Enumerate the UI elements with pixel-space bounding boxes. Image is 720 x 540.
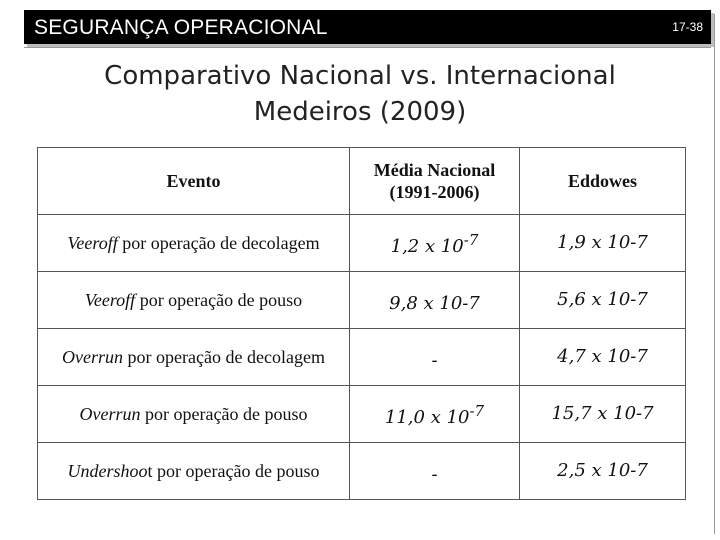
media-exponent: -7: [469, 401, 485, 420]
header-eddowes: Eddowes: [520, 148, 686, 215]
media-exponent: -7: [463, 230, 479, 249]
table-row: [38, 215, 686, 272]
eddowes-cell: 1,9 x 10-7: [520, 215, 686, 272]
event-desc: por operação de decolagem: [123, 347, 325, 367]
slide-title-line2: Medeiros (2009): [253, 97, 467, 127]
table-row: [38, 272, 686, 329]
slide-title-line1: Comparativo Nacional vs. Internacional: [104, 61, 616, 91]
media-value: 11,0 x 10: [384, 406, 470, 428]
slide-title: [60, 58, 660, 130]
event-desc: por operação de decolagem: [117, 233, 320, 253]
header-evento: Evento: [38, 148, 350, 215]
event-cell: [38, 215, 350, 272]
header-media-line2: (1991-2006): [389, 182, 480, 202]
media-cell: [350, 329, 520, 386]
event-desc: t por operação de pouso: [147, 461, 320, 481]
header-bar: [24, 10, 711, 44]
header-media-line1: Média Nacional: [373, 160, 496, 180]
event-term: Veeroff: [84, 290, 136, 310]
table-row: [38, 386, 686, 443]
media-cell: [350, 272, 520, 329]
right-divider: [714, 14, 715, 534]
header-media-nacional: [350, 148, 520, 215]
event-term: Undershoo: [67, 461, 148, 481]
media-value: 9,8 x 10-7: [389, 292, 480, 314]
media-value: 1,2 x 10: [390, 235, 464, 257]
event-cell: [38, 272, 350, 329]
table-row: [38, 443, 686, 500]
media-cell: [350, 443, 520, 500]
media-cell: [350, 215, 520, 272]
event-cell: [38, 329, 350, 386]
media-value: -: [431, 463, 438, 485]
media-cell: [350, 386, 520, 443]
media-value: -: [431, 349, 438, 371]
event-term: Overrun: [79, 404, 141, 424]
header-title: SEGURANÇA OPERACIONAL: [34, 16, 328, 39]
eddowes-cell: 2,5 x 10-7: [520, 443, 686, 500]
header-divider: [24, 47, 711, 48]
eddowes-cell: 15,7 x 10-7: [520, 386, 686, 443]
table-header-row: [38, 148, 686, 215]
event-term: Overrun: [62, 347, 124, 367]
event-cell: [38, 386, 350, 443]
slide-number: 17-38: [672, 20, 703, 34]
event-term: Veeroff: [67, 233, 118, 253]
eddowes-cell: 5,6 x 10-7: [520, 272, 686, 329]
comparison-table: [37, 147, 686, 500]
event-desc: por operação de pouso: [140, 404, 308, 424]
eddowes-cell: 4,7 x 10-7: [520, 329, 686, 386]
event-cell: [38, 443, 350, 500]
table-row: [38, 329, 686, 386]
event-desc: por operação de pouso: [135, 290, 303, 310]
